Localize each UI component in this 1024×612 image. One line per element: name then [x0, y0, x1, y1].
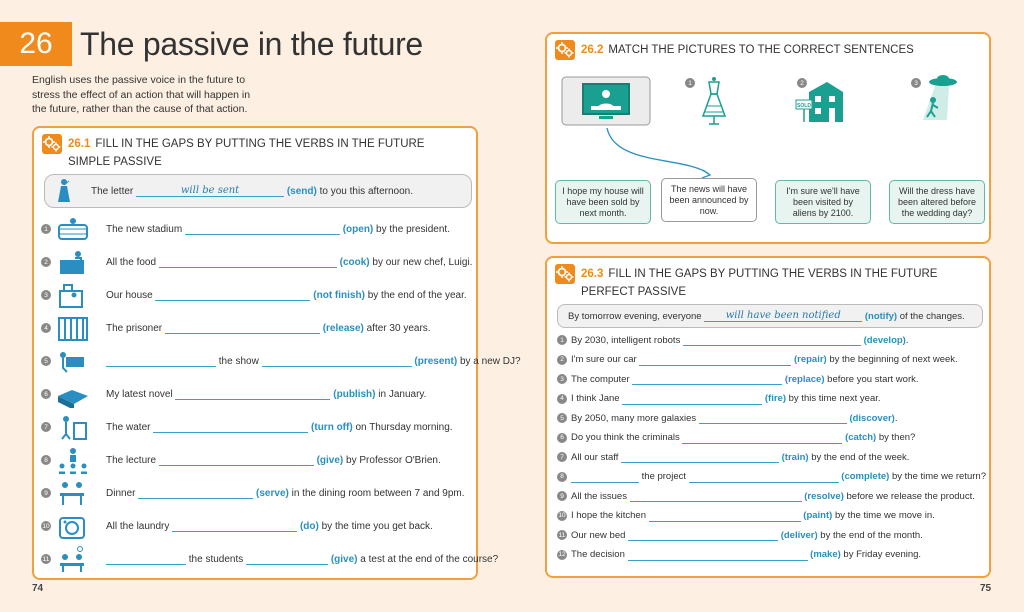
item-number: 4: [557, 394, 567, 404]
item-text-before: The decision: [571, 549, 625, 560]
match-sentence[interactable]: Will the dress have been altered before the wedding day?: [889, 180, 985, 224]
item-text-before: Our new bed: [571, 529, 626, 541]
item-number: 8: [41, 455, 51, 465]
match-arrow: [605, 126, 715, 184]
item-text-before: All our staff: [571, 451, 619, 463]
gears-icon: [555, 40, 575, 60]
exercise-item: [557, 449, 909, 465]
item-text-before: By 2030, intelligent robots: [571, 334, 681, 346]
exercise-item: [557, 391, 881, 407]
verb-hint: (complete): [841, 471, 890, 482]
verb-hint: (give): [330, 553, 358, 565]
exercise-number: 26.3: [581, 268, 604, 280]
exercise-title: FILL IN THE GAPS BY PUTTING THE VERBS IN THE FUTURE SIMPLE PASSIVE: [68, 138, 425, 168]
verb-hint: (make): [810, 549, 841, 560]
gears-icon: [555, 264, 575, 284]
item-text-after: by the beginning of next week.: [829, 354, 958, 365]
verb-hint: (not finish): [313, 289, 365, 301]
verb-hint: (resolve): [804, 490, 844, 502]
ufo-abduction-icon: [917, 74, 963, 124]
exercise-item: [34, 445, 441, 475]
item-text-before: Dinner: [106, 487, 136, 499]
verb-hint: (give): [316, 454, 344, 466]
item-picture-icon: [56, 545, 90, 573]
item-picture-icon: [56, 248, 90, 276]
exercise-item: [557, 430, 915, 446]
item-number: 10: [42, 522, 50, 530]
page-number-left: 74: [32, 583, 44, 594]
answer-gap[interactable]: [155, 289, 310, 301]
answer-gap[interactable]: [689, 471, 839, 483]
answer-gap[interactable]: [159, 256, 337, 268]
item-number: 5: [41, 356, 51, 366]
item-text-before: All the issues: [571, 490, 627, 502]
exercise-26-1-panel: [32, 126, 521, 580]
exercise-item: [557, 508, 935, 524]
item-text-after: by the end of the year.: [367, 289, 467, 301]
exercise-item: [34, 214, 450, 244]
exercise-item: [557, 469, 986, 485]
item-text-before: The water: [106, 421, 151, 433]
item-picture-icon: [56, 314, 90, 342]
item-picture-icon: [56, 413, 90, 441]
answer-gap[interactable]: [683, 334, 861, 346]
item-number: 3: [41, 290, 51, 300]
item-text-after: by the president.: [376, 223, 450, 235]
unit-header: [0, 22, 423, 66]
exercise-item: [557, 488, 975, 504]
item-text-after: before we release the product.: [846, 490, 975, 502]
verb-hint: (replace): [784, 373, 825, 385]
exercise-item: [34, 412, 453, 442]
item-text-after: by our new chef, Luigi.: [372, 256, 473, 268]
item-text-after: .: [905, 334, 909, 346]
item-number: 7: [41, 422, 51, 432]
answer-gap[interactable]: [138, 487, 253, 499]
answer-gap[interactable]: [172, 520, 297, 532]
answer-gap[interactable]: [165, 322, 320, 334]
item-picture-icon: [56, 479, 90, 507]
verb-hint: (deliver): [780, 529, 818, 541]
sold-house-icon: [795, 80, 845, 124]
answer-gap[interactable]: [649, 510, 801, 522]
item-text-after: by then?: [878, 432, 916, 443]
item-number: 9: [41, 488, 51, 498]
item-text-after: by the end of the week.: [811, 451, 910, 463]
exercise-item: [557, 547, 921, 563]
item-number: 2: [557, 355, 567, 365]
item-text-before: By 2050, many more galaxies: [571, 412, 697, 424]
dress-mannequin-icon: [697, 76, 731, 126]
item-picture-icon: [56, 347, 90, 375]
item-text-before: I'm sure our car: [571, 354, 637, 365]
exercise-item: [34, 544, 498, 574]
answer-gap[interactable]: [246, 553, 328, 565]
exercise-item: [34, 280, 467, 310]
exercise-26-3-panel: [545, 256, 991, 578]
item-text-after: by Professor O'Brien.: [346, 454, 441, 466]
item-text-after: on Thursday morning.: [355, 421, 453, 433]
verb-hint: (present): [414, 355, 458, 367]
example-answer-gap[interactable]: will have been notified: [704, 310, 862, 322]
exercise-item: [34, 478, 465, 508]
exercise-title: FILL IN THE GAPS BY PUTTING THE VERBS IN THE FUTURE PERFECT PASSIVE: [581, 268, 938, 298]
item-text-after: .: [894, 412, 898, 424]
answer-gap[interactable]: [632, 373, 782, 385]
item-number: 5: [557, 413, 567, 423]
item-text-after: by a new DJ?: [459, 355, 521, 367]
exercise-item: [34, 247, 472, 277]
item-text-before: The prisoner: [106, 322, 163, 334]
verb-hint: (do): [299, 520, 319, 532]
item-number: 4: [41, 323, 51, 333]
verb-hint: (cook): [339, 256, 370, 268]
item-text-after: a test at the end of the course?: [360, 553, 499, 565]
item-number: 1: [41, 224, 51, 234]
gears-icon: [42, 134, 62, 154]
item-text-before: I hope the kitchen: [571, 510, 646, 521]
verb-hint: (train): [781, 451, 809, 463]
item-text-before: My latest novel: [106, 388, 173, 400]
item-text-before: The lecture: [106, 454, 157, 466]
item-picture-icon: [56, 281, 90, 309]
exercise-item: [557, 371, 919, 387]
answer-gap[interactable]: [639, 354, 791, 366]
answer-gap[interactable]: [106, 355, 216, 367]
item-text-before: The new stadium: [106, 223, 183, 235]
item-text-after: by the time we move in.: [834, 510, 935, 521]
answer-gap[interactable]: [622, 393, 762, 405]
item-text-before: All the food: [106, 256, 157, 268]
example-answer-gap[interactable]: will be sent: [136, 185, 284, 197]
item-text-after: by Friday evening.: [843, 549, 922, 560]
answer-gap[interactable]: [185, 223, 340, 235]
item-text-after: by the time we return?: [891, 471, 986, 482]
svg-text:SOLD: SOLD: [797, 103, 811, 109]
item-picture-icon: [56, 446, 90, 474]
match-sentence-example: The news will have been announced by now.: [661, 178, 757, 222]
item-number: 2: [41, 257, 51, 267]
verb-hint: (publish): [333, 388, 376, 400]
exercise-item: [557, 410, 897, 426]
verb-hint: (catch): [845, 432, 877, 443]
item-text-after: in the dining room between 7 and 9pm.: [291, 487, 465, 499]
item-text-after: by the end of the month.: [820, 529, 923, 541]
exercise-item: [557, 352, 958, 368]
verb-hint: (develop): [863, 334, 906, 346]
answer-gap[interactable]: [153, 421, 308, 433]
item-number: 3: [557, 374, 567, 384]
example-sentence: By tomorrow evening, everyone will have been notified (notify) of the changes.: [557, 304, 983, 328]
item-text-before: All the laundry: [106, 520, 170, 532]
exercise-item: [34, 379, 426, 409]
exercise-number: 26.2: [581, 44, 604, 56]
exercise-item: [557, 527, 923, 543]
answer-gap[interactable]: [571, 471, 639, 483]
match-sentence[interactable]: I hope my house will have been sold by next month.: [555, 180, 651, 224]
exercise-item: [34, 511, 433, 541]
item-text-after: by this time next year.: [788, 393, 881, 404]
verb-hint: (fire): [764, 393, 786, 404]
page-number-right: 75: [980, 583, 992, 594]
item-text-before: Our house: [106, 289, 153, 301]
verb-hint: (open): [342, 223, 374, 235]
item-picture-icon: [56, 512, 90, 540]
item-number: 12: [558, 551, 566, 558]
item-number: 8: [557, 472, 567, 482]
intro-text: English uses the passive voice in the future to stress the effect of an action that will happen in the future, rather than the cause of that action.: [32, 74, 251, 115]
exercise-26-2-panel: 26.2 MATCH THE PICTURES TO THE CORRECT SENTENCES 1 2 SOLD 3 I hope my house will have been sold by next month. The news will have been announced by now. I'm sure we'll have been visited by aliens by 2100. Will the dress have been altered before the wedding day?: [545, 32, 991, 244]
answer-gap[interactable]: [621, 451, 779, 463]
verb-hint: (turn off): [311, 421, 353, 433]
tv-news-picture: [561, 76, 651, 126]
answer-gap[interactable]: [699, 412, 847, 424]
item-text-before: The computer: [571, 373, 630, 385]
item-number: 6: [557, 433, 567, 443]
item-number: 9: [557, 491, 567, 501]
verb-hint: (discover): [849, 412, 895, 424]
item-text-before: I think Jane: [571, 393, 620, 404]
exercise-title: MATCH THE PICTURES TO THE CORRECT SENTENCES: [608, 44, 914, 56]
exercise-item: [34, 346, 521, 376]
exercise-item: [34, 313, 431, 343]
item-text-before: Do you think the criminals: [571, 432, 680, 443]
item-text-after: after 30 years.: [366, 322, 431, 334]
item-number: 10: [558, 512, 566, 519]
unit-title: The passive in the future: [80, 25, 423, 62]
item-picture-icon: [56, 380, 90, 408]
answer-gap[interactable]: [630, 490, 802, 502]
item-number: 11: [558, 531, 566, 539]
answer-gap[interactable]: [262, 355, 412, 367]
answer-gap[interactable]: [628, 529, 778, 541]
item-number: 7: [557, 452, 567, 462]
item-text-after: by the time you get back.: [321, 520, 433, 532]
item-number: 1: [557, 335, 567, 345]
example-sentence: The letter will be sent (send) to you this afternoon.: [44, 174, 472, 208]
exercise-number: 26.1: [68, 138, 91, 150]
item-text-mid: the project: [641, 471, 687, 482]
verb-hint: (paint): [803, 510, 833, 521]
exercise-item: [557, 332, 908, 348]
answer-gap[interactable]: [628, 549, 808, 561]
item-text-mid: the students: [188, 553, 244, 565]
unit-number: 26: [0, 22, 72, 66]
match-sentence[interactable]: I'm sure we'll have been visited by aliens by 2100.: [775, 180, 871, 224]
verb-hint: (release): [322, 322, 364, 334]
answer-gap[interactable]: [175, 388, 330, 400]
item-number: 11: [42, 555, 50, 563]
item-text-mid: the show: [218, 355, 259, 367]
answer-gap[interactable]: [682, 432, 842, 444]
item-picture-icon: [56, 215, 90, 243]
verb-hint: (serve): [256, 487, 289, 499]
bride-icon: [57, 178, 71, 204]
answer-gap[interactable]: [106, 553, 186, 565]
item-text-after: in January.: [378, 388, 427, 400]
verb-hint: (repair): [793, 354, 827, 365]
answer-gap[interactable]: [159, 454, 314, 466]
item-text-after: before you start work.: [827, 373, 919, 385]
item-number: 6: [41, 389, 51, 399]
